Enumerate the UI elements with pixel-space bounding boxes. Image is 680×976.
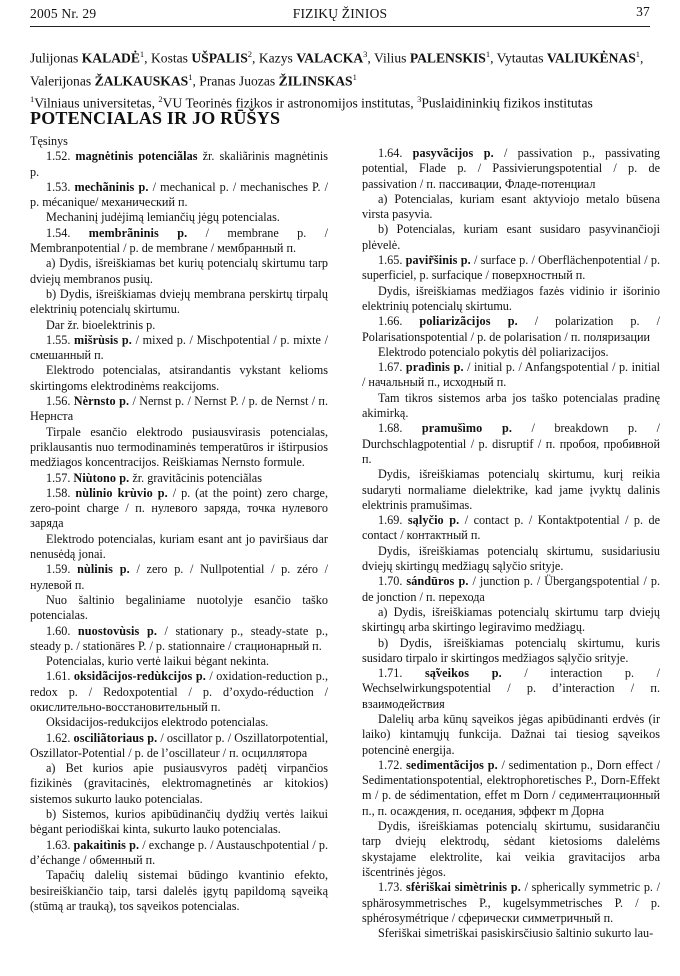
definition: Dalelių arba kūnų sąveikos jėgas apibūdinanti erdvės (ir laiko) kintamųjų funkcija. Dažnai tai tiesiog sąveikos potencinė energija. xyxy=(362,711,660,757)
see-also: Dar žr. bioelektrinis p. xyxy=(46,317,156,332)
definition: b) Dydis, išreiškiamas dviejų membrana perskirtų tirpalų elektrinių potencialų skirtumu. xyxy=(30,286,328,317)
definition: Oksidacijos-redukcijos elektrodo potencialas. xyxy=(46,715,269,730)
entry-1-52: 1.52. magnėtinis potenciãlas žr. skaliãrinis magnėtinis p. xyxy=(30,149,329,179)
entry-1-53: 1.53. mechãninis p. / mechanical p. / mechanisches P. / p. mécanique/ механический п. xyxy=(30,179,328,210)
definition: a) Dydis, išreiškiamas potencialų skirtumu tarp dviejų skirtingų arba skirtingo legiravimo medžiagų. xyxy=(362,604,660,635)
issue-label: 2005 Nr. 29 xyxy=(30,6,97,21)
entry-1-59: 1.59. nùlinis p. / zero p. / Nullpotential / p. zéro / нулевой п. xyxy=(30,562,329,592)
definition: a) Dydis, išreiškiamas bet kurių potencialų skirtumu tarp dviejų membranos pusių. xyxy=(30,256,328,286)
entry-1-70: 1.70. sándūros p. / junction p. / Übergangspotential / p. de jonction / п. перехода xyxy=(362,574,661,604)
definition: b) Sistemos, kurios apibūdinančių dydžių vertės laikui bėgant periodiškai kinta, sukurto lauko potencialas. xyxy=(30,807,328,837)
entry-1-68: 1.68. pramušìmo p. / breakdown p. / Durchschlagpotential / p. disruptif / п. пробоя, пробивной п. xyxy=(362,421,661,466)
definition: a) Bet kurios apie pusiausvyros padėtį virpančios fizikinės (gravitacinės, elektromagnetinės ar kitokios) sistemos sukurto lauko potencialas. xyxy=(30,761,328,806)
entry-1-54: 1.54. membrãninis p. / membrane p. / Membranpotential / p. de membrane / мембранный п. xyxy=(30,225,328,256)
entry-1-73: 1.73. sfėriškai simètrinis p. / spherically symmetric p. / sphärosymmetrisches P., kugelsymmetrisches P. / p. sphérosymétrique / сферически симметричный п. xyxy=(362,880,661,925)
entry-1-58: 1.58. nùlinio krùvio p. / p. (at the point) zero charge, zero-point charge / п. нулевого заряда, точка нулевого заряда xyxy=(30,485,329,531)
running-header xyxy=(30,0,650,27)
entry-1-72: 1.72. sedimentãcijos p. / sedimentation p., Dorn effect / Sedimentationspotential, elektrophoretisches P., Dorn-Effekt m / p. de sédimentation, effet m Dorn / седиментационный п., п. осаждения, п. оседания, эффект m Дорна xyxy=(362,757,661,818)
definition: Elektrodo potencialo pokytis dėl poliarizacijos. xyxy=(378,344,609,359)
entry-1-71: 1.71. są̃veikos p. / interaction p. / Wechselwirkungspotential / p. d’interaction / п. взаимодействия xyxy=(362,666,661,711)
definition: Tam tikros sistemos arba jos taško potencialas pradinę akimirką. xyxy=(362,390,660,421)
entry-1-62: 1.62. osciliãtoriaus p. / oscillator p. / Oszillatorpotential, Oszillator-Potential / p. de l’oscillateur / п. осциллятора xyxy=(30,730,328,760)
definition: Potencialas, kurio vertė laikui bėgant nekinta. xyxy=(46,654,270,669)
continued-label: Tęsinys xyxy=(30,134,68,148)
definition: Dydis, išreiškiamas potencialų skirtumu, kurį reikia sudaryti normaliame dielektrike, kad jame įvyktų dalinis elektrinis pramušimas. xyxy=(362,467,660,512)
definition: Tapačių dalelių sistemai būdingo kvantinio efekto, besireiškiančio taip, tarsi dalelės įgytų papildomą sąveiką (stūmą ar trauką), tos sąveikos potencialas. xyxy=(30,868,328,913)
definition: Elektrodo potencialas, atsirandantis vykstant kelioms skirtingoms elektrodinėms reakcijoms. xyxy=(30,363,328,393)
definition: Dydis, išreiškiamas potencialų skirtumu, susidarančiu tarp dviejų elektrodų, sėdant kietosioms dalelėms skystajame elektrolite, kai veikia gravitacijos arba išcentrinės jėgos. xyxy=(362,819,660,879)
left-column xyxy=(30,134,328,914)
entry-1-65: 1.65. pavir̃šinis p. / surface p. / Oberflächenpotential / p. superficiel, p. surfacique / поверхностный п. xyxy=(362,253,660,283)
entry-1-66: 1.66. poliarizãcijos p. / polarization p. / Polarisationspotential / p. de polarisation / п. поляризации xyxy=(362,314,660,344)
entry-1-64: 1.64. pasyvãcijos p. / passivation p., passivating potential, Flade p. / Passivierungspotential / p. de passivation / п. пассивации, Фладе-потенциал xyxy=(362,146,661,191)
entry-1-69: 1.69. sąlyčio p. / contact p. / Kontaktpotential / p. de contact / контактный п. xyxy=(362,513,661,543)
definition: Nuo šaltinio begaliniame nuotolyje esančio taško potencialas. xyxy=(30,592,328,623)
entry-1-67: 1.67. pradìnis p. / initial p. / Anfangspotential / p. initial / начальный п., исходный п. xyxy=(362,360,661,390)
definition: a) Potencialas, kuriam esant aktyviojo metalo būsena virsta pasyvia. xyxy=(362,191,660,222)
author-block xyxy=(30,45,654,113)
article-title: POTENCIALAS IR JO RŪŠYS xyxy=(30,108,281,128)
definition: b) Dydis, išreiškiamas potencialų skirtumu, kuris susidaro tirpalo ir skirtingos medžiagos sąlyčio srityje. xyxy=(362,635,660,665)
entry-1-55: 1.55. mišrùsis p. / mixed p. / Mischpotential / p. mixte / смешанный п. xyxy=(30,332,328,363)
definition: Dydis, išreiškiamas potencialų skirtumu, susidariusiu dviejų skirtingų medžiagų sąlyčio srityje. xyxy=(362,543,660,574)
definition: Mechaninį judėjimą lemiančių jėgų potencialas. xyxy=(46,210,280,225)
author-list: Julijonas KALADĖ$^1$, Kostas UŠPALIS$^2$, Kazys VALACKA$^3$, Vilius PALENSKIS$^1$, Vytautas VALIUKĖNAS$^1$, Valerijonas ŽALKAUSKAS$^1$, Pranas Juozas ŽILINSKAS$^1$ xyxy=(30,49,644,89)
journal-name: FIZIKŲ ŽINIOS xyxy=(292,6,388,21)
entry-1-57: 1.57. Niùtono p. žr. gravitãcinis potenciãlas xyxy=(46,470,262,485)
definition: b) Potencialas, kuriam esant susidaro pasyvinančioji plėvelė. xyxy=(362,222,660,252)
entry-1-56: 1.56. Nèrnsto p. / Nernst p. / Nernst P. / p. de Nernst / п. Нернста xyxy=(30,394,328,424)
entry-1-63: 1.63. pakaitìnis p. / exchange p. / Austauschpotential / p. d’échange / обменный п. xyxy=(30,837,329,867)
definition: Tirpale esančio elektrodo pusiausvirasis potencialas, priklausantis nuo termodinaminės temperatūros ir ištirpusios medžiagos koncentracijos. Reiškiamas Nernsto formule. xyxy=(30,424,328,470)
definition: Dydis, išreiškiamas medžiagos fazės vidinio ir išorinio elektrinių potencialų skirtumu. xyxy=(362,283,660,313)
page-number: 37 xyxy=(636,4,650,19)
affiliations: $^1$Vilniaus universitetas, $^2$VU Teorinės fizikos ir astronomijos institutas, $^3$Puslaidininkių fizikos institutas xyxy=(30,94,593,111)
right-column xyxy=(362,146,660,941)
definition: Elektrodo potencialas, kuriam esant ant jo paviršiaus dar nenusėdą jonai. xyxy=(30,531,328,562)
entry-1-61: 1.61. oksidãcijos-redùkcijos p. / oxidation-reduction p., redox p. / Redoxpotential / p. d’oxydo-réduction / окислительно-восстановительный п. xyxy=(30,669,328,714)
definition: Sferiškai simetriškai pasiskirsčiusio šaltinio sukurto lau- xyxy=(378,926,654,941)
entry-1-60: 1.60. nuostovùsis p. / stationary p., steady-state p., steady p. / stationäres P. / p. stationnaire / стационарный п. xyxy=(30,623,329,653)
